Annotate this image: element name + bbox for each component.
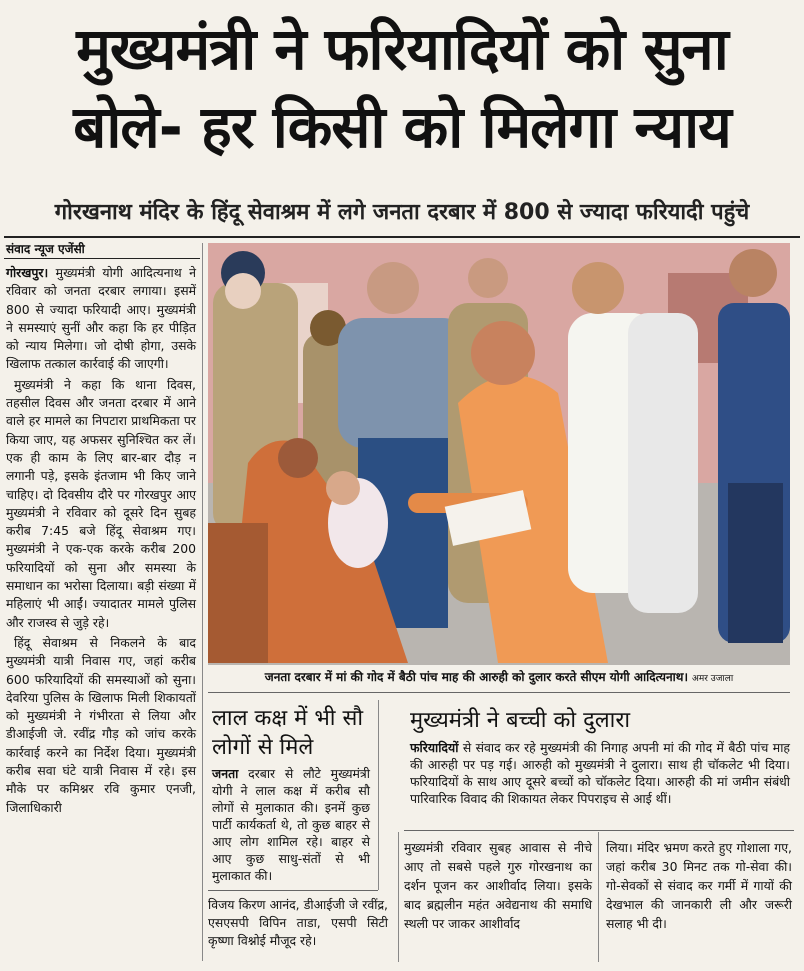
box1-lead: जनता [212,766,239,781]
bottom-col-2: लिया। मंदिर भ्रमण करते हुए गोशाला गए, जहां करीब 30 मिनट तक गो-सेवा की। गो-सेवकों से संवाद कर गर्मी में गायों की देखभाल की जानकारी ली और जरूरी सलाह भी दी। [606,840,792,931]
photo-credit: अमर उजाला [692,674,734,684]
mid-bottom-text: विजय किरण आनंद, डीआईजी जे रवींद्र, एसएसपी विपिन ताडा, एसपी सिटी कृष्णा विश्नोई मौजूद रहे। [208,897,388,948]
bottom-divider-2 [598,832,599,962]
top-rule [4,236,800,238]
photo-illustration [208,243,790,665]
caption-text: जनता दरबार में मां की गोद में बैठी पांच माह की आरुही को दुलार करते सीएम योगी आदित्यनाथ। [264,670,688,684]
dateline: गोरखपुर। [6,265,49,280]
mid-rule-left [208,890,378,891]
news-photo [208,243,790,665]
paragraph-1 [6,264,196,374]
box2-heading: मुख्यमंत्री ने बच्ची को दुलारा [410,708,631,733]
box2-body [410,739,790,807]
photo-caption [208,667,790,689]
bottom-divider-1 [398,832,399,962]
headline-line-1: मुख्यमंत्री ने फरियादियों को सुना [76,15,728,83]
box1-text: दरबार से लौटे मुख्यमंत्री योगी ने लाल कक्ष में करीब सौ लोगों से मुलाकात की। इनमें कुछ पार्टी कार्यकर्ता थे, तो कुछ बाहर से आए लोग शामिल रहे। बाहर से आए कुछ साधु-संतों से भी मुलाकात की। [212,766,370,883]
paragraph-1-text: मुख्यमंत्री योगी आदित्यनाथ ने रविवार को जनता दरबार लगाया। इसमें 800 से ज्यादा फरियादी आए। मुख्यमंत्री ने समस्याएं सुनीं और कहा कि हर पीड़ित को न्याय मिलेगा। जो दोषी होगा, उसके खिलाफ तत्काल कार्रवाई की जाएगी। [6,265,196,372]
box-divider [378,700,379,890]
headline-line-2: बोले- हर किसी को मिलेगा न्याय [73,93,731,161]
column-divider [202,243,203,961]
left-column [6,264,196,819]
paragraph-2: मुख्यमंत्री ने कहा कि थाना दिवस, तहसील दिवस और जनता दरबार में आने वाले हर मामले का निपटारा प्राथमिकता पर किया जाए, यह अफसर सुनिश्चित कर लें। एक ही काम के लिए बार-बार दौड़ न लगानी पड़े, इसके इंतजाम भी किए जाने चाहिए। दो दिवसीय दौरे पर गोरखपुर आए मुख्यमंत्री ने रविवार को दूसरे दिन सुबह करीब 7:45 बजे हिंदू सेवाश्रम गए। मुख्यमंत्री ने एक-एक करके करीब 200 फरियादियों को सुना और समस्या के समाधान का भरोसा दिलाया। बड़ी संख्या में महिलाएं भी आईं। ज्यादातर मामले पुलिस और राजस्व से जुड़े रहे। [6,376,196,630]
box1-body [212,765,370,884]
mid-rule-right [404,830,794,831]
byline: संवाद न्यूज एजेंसी [6,242,85,256]
subheadline: गोरखनाथ मंदिर के हिंदू सेवाश्रम में लगे जनता दरबार में 800 से ज्यादा फरियादी पहुंचे [54,200,750,225]
bottom-col-1: मुख्यमंत्री रविवार सुबह आवास से नीचे आए तो सबसे पहले गुरु गोरखनाथ का दर्शन पूजन कर आशीर्वाद लिया। इसके बाद ब्रह्मलीन महंत अवेद्यनाथ की समाधि स्थली पर जाकर आशीर्वाद [404,840,592,931]
byline-rule [4,258,200,259]
paragraph-3: हिंदू सेवाश्रम से निकलने के बाद मुख्यमंत्री यात्री निवास गए, जहां करीब 600 फरियादियों की समस्याओं को सुना। देवरिया पुलिस के खिलाफ मिली शिकायतों को मुख्यमंत्री ने गंभीरता से लिया और डीआईजी जे. रवींद्र गौड़ को जांच करके कार्रवाई करने का निर्देश दिया। मुख्यमंत्री करीब सवा घंटे यात्री निवास में रहे। इस मौके पर कमिश्नर रवि कुमार एनजी, जिलाधिकारी [6,634,196,815]
box2-text: से संवाद कर रहे मुख्यमंत्री की निगाह अपनी मां की गोद में बैठी पांच माह की आरुही पर पड़ गई। आरुही को मुख्यमंत्री ने दुलारा। साथ ही चॉकलेट भी दिया। फरियादियों के साथ आए दूसरे बच्चों को चॉकलेट दिया। आरुही की मां जमीन संबंधी पारिवारिक विवाद की शिकायत लेकर पिपराइच से आई थीं। [410,740,790,806]
box2-lead: फरियादियों [410,740,459,755]
box1-heading: लाल कक्ष में भी सौ लोगों से मिले [212,706,364,760]
caption-rule [208,692,790,693]
